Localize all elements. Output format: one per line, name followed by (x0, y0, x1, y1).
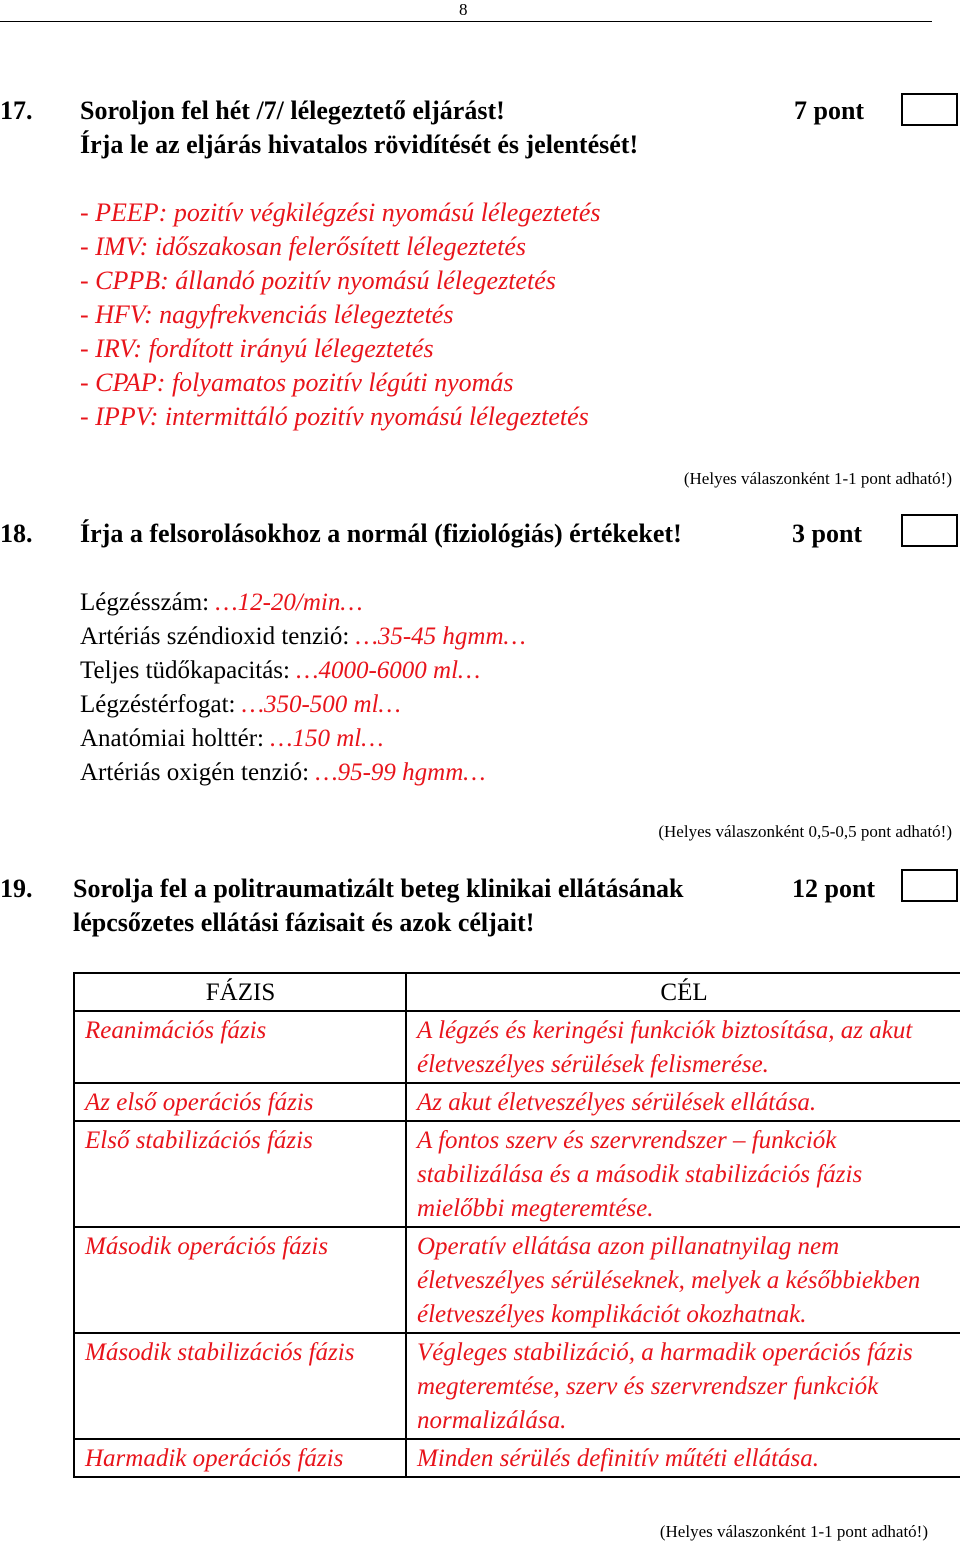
phase-cell: Reanimációs fázis (74, 1011, 406, 1083)
goal-cell: Végleges stabilizáció, a harmadik operációs fázis megteremtése, szerv és szervrendszer funkciók normalizálása. (406, 1333, 960, 1439)
column-header-goal: CÉL (406, 973, 960, 1011)
goal-cell: A fontos szerv és szervrendszer – funkciók stabilizálása és a második stabilizációs fázis mielőbbi megteremtése. (406, 1121, 960, 1227)
list-item: - CPPB: állandó pozitív nyomású lélegeztetés (80, 266, 556, 295)
value-label: Artériás széndioxid tenzió: (80, 623, 356, 650)
list-item: - HFV: nagyfrekvenciás lélegeztetés (80, 300, 454, 329)
q18-score-box[interactable] (901, 514, 958, 547)
value-answer: …35-45 hgmm… (355, 623, 526, 650)
value-label: Légzéstérfogat: (80, 691, 242, 718)
table-row (74, 1333, 960, 1439)
phase-cell: Második stabilizációs fázis (74, 1333, 406, 1439)
phase-cell: Első stabilizációs fázis (74, 1121, 406, 1227)
value-label: Anatómiai holttér: (80, 725, 271, 752)
list-item (80, 756, 486, 790)
goal-cell: Operatív ellátása azon pillanatnyilag nem életveszélyes sérüléseknek, melyek a későbbiekben életveszélyes komplikációt okozhatnak. (406, 1227, 960, 1333)
value-answer: …150 ml… (270, 725, 384, 752)
list-item: - CPAP: folyamatos pozitív légúti nyomás (80, 368, 514, 397)
q18-scoring-note: (Helyes válaszonként 0,5-0,5 pont adható!) (658, 822, 952, 841)
value-label: Teljes tüdőkapacitás: (80, 657, 297, 684)
list-item (80, 620, 526, 654)
q19-points: 12 pont (792, 874, 876, 903)
list-item (80, 654, 480, 688)
table-row (74, 1227, 960, 1333)
goal-cell: A légzés és keringési funkciók biztosítása, az akut életveszélyes sérülések felismerése. (406, 1011, 960, 1083)
q18-points: 3 pont (792, 519, 863, 548)
value-answer: …95-99 hgmm… (315, 759, 486, 786)
list-item (80, 688, 401, 722)
q17-points: 7 pont (794, 96, 865, 125)
value-answer: …12-20/min… (215, 589, 363, 616)
value-label: Artériás oxigén tenzió: (80, 759, 316, 786)
value-label: Légzésszám: (80, 589, 216, 616)
q17-number: 17. (0, 96, 33, 125)
table-row (74, 1011, 960, 1083)
q17-scoring-note: (Helyes válaszonként 1-1 pont adható!) (683, 469, 952, 488)
value-answer: …350-500 ml… (241, 691, 401, 718)
list-item (80, 586, 363, 620)
phase-cell: Az első operációs fázis (74, 1083, 406, 1121)
phase-cell: Harmadik operációs fázis (74, 1439, 406, 1477)
phase-cell: Második operációs fázis (74, 1227, 406, 1333)
column-header-phase: FÁZIS (74, 973, 406, 1011)
table-row (74, 1083, 960, 1121)
q18-number: 18. (0, 519, 33, 548)
goal-cell: Minden sérülés definitív műtéti ellátása. (406, 1439, 960, 1477)
q19-title-line2: lépcsőzetes ellátási fázisait és azok céljait! (73, 908, 535, 937)
list-item: - IRV: fordított irányú lélegeztetés (80, 334, 434, 363)
q17-score-box[interactable] (901, 93, 958, 126)
q18-title: Írja a felsorolásokhoz a normál (fiziológiás) értékeket! (80, 519, 682, 548)
table-header-row (74, 973, 960, 1011)
table-row (74, 1121, 960, 1227)
phases-table (73, 972, 960, 1478)
q19-number: 19. (0, 874, 33, 903)
q19-title-line1: Sorolja fel a politraumatizált beteg klinikai ellátásának (73, 874, 684, 903)
list-item: - PEEP: pozitív végkilégzési nyomású lélegeztetés (80, 198, 601, 227)
value-answer: …4000-6000 ml… (296, 657, 481, 684)
list-item (80, 722, 383, 756)
list-item: - IPPV: intermittáló pozitív nyomású lélegeztetés (80, 402, 589, 431)
q19-scoring-note: (Helyes válaszonként 1-1 pont adható!) (659, 1522, 928, 1541)
q17-title-line2: Írja le az eljárás hivatalos rövidítését és jelentését! (80, 130, 639, 159)
header-divider (0, 21, 932, 22)
q17-title-line1: Soroljon fel hét /7/ lélegeztető eljárást! (80, 96, 505, 125)
goal-cell: Az akut életveszélyes sérülések ellátása. (406, 1083, 960, 1121)
q19-score-box[interactable] (901, 869, 958, 902)
table-row (74, 1439, 960, 1477)
page-number: 8 (459, 0, 468, 19)
list-item: - IMV: időszakosan felerősített lélegeztetés (80, 232, 526, 261)
